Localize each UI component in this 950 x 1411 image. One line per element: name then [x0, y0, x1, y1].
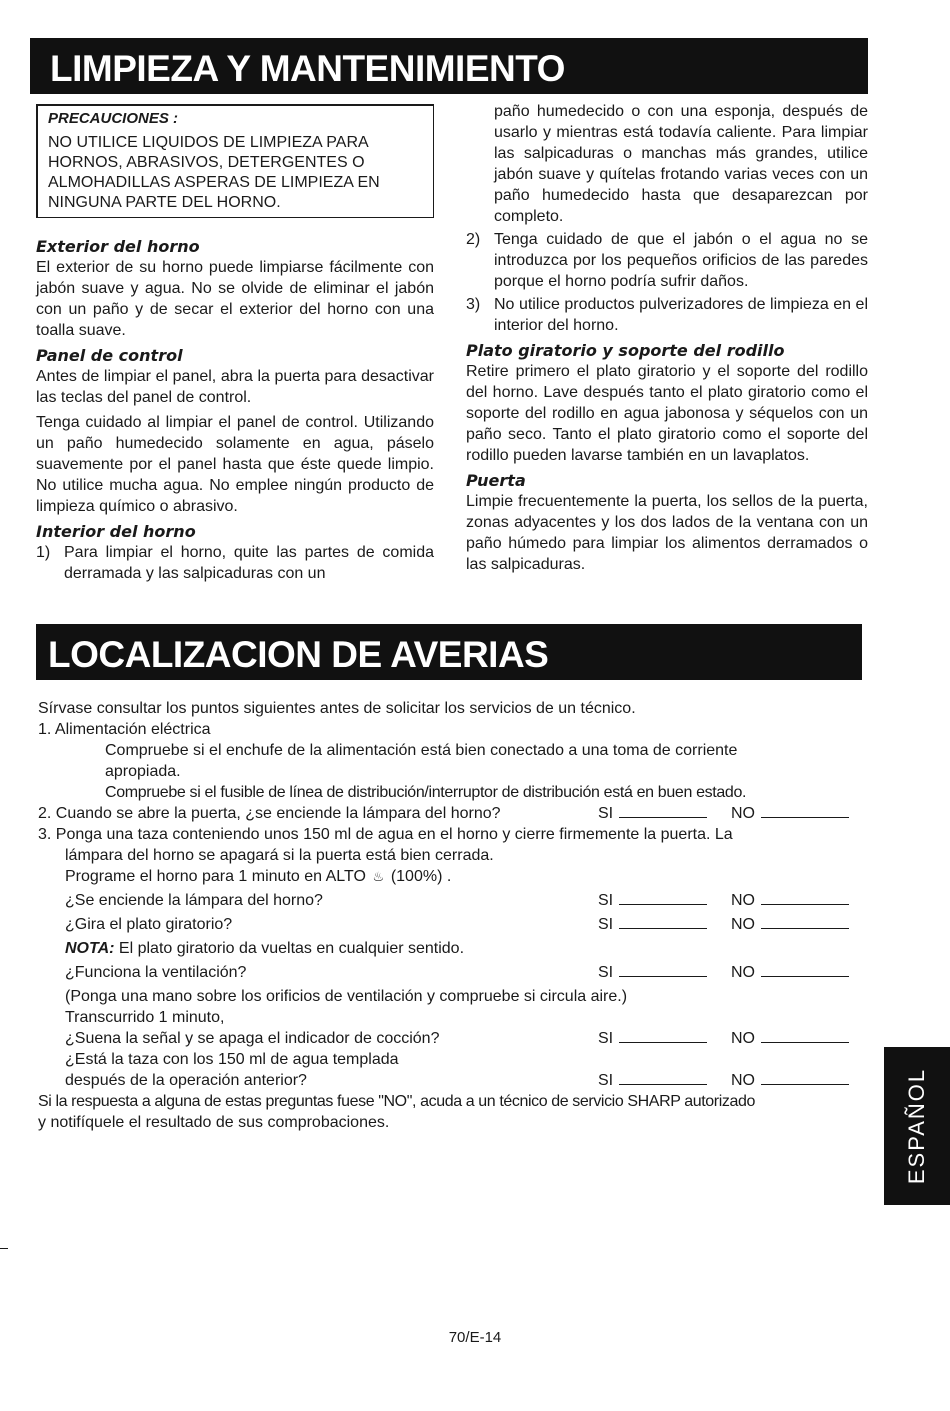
question-text: ¿Suena la señal y se apaga el indicador de cocción? [65, 1030, 440, 1047]
si-blank [619, 964, 707, 977]
panel-text-1: Antes de limpiar el panel, abra la puerta para desactivar las teclas del panel de control. [36, 368, 434, 406]
question-text: ¿Gira el plato giratorio? [65, 916, 233, 933]
list-text: paño humedecido o con una esponja, después de usarlo y mientras está todavía caliente. Para limpiar las salpicaduras o manchas más grandes, utilice jabón suave y quítelas frotando varias veces con un paño humedecido hasta que desaparezcan por completo. [494, 103, 868, 225]
question-row [38, 962, 870, 983]
question-text: 2. Cuando se abre la puerta, ¿se enciende la lámpara del horno? [38, 805, 501, 822]
answer-no [731, 1028, 849, 1049]
answer-si [598, 1028, 707, 1049]
panel-heading: Panel de control [36, 346, 183, 365]
precautions-text: NO UTILICE LIQUIDOS DE LIMPIEZA PARA HORNOS, ABRASIVOS, DETERGENTES O ALMOHADILLAS ASPERAS DE LIMPIEZA EN NINGUNA PARTE DEL HORNO. [48, 134, 380, 211]
section-title-cleaning: LIMPIEZA Y MANTENIMIENTO [30, 38, 868, 94]
list-text: No utilice productos pulverizadores de limpieza en el interior del horno. [494, 296, 868, 334]
program-text-end: (100%) . [390, 868, 452, 885]
note-label: NOTA: [65, 940, 115, 957]
question-row [38, 1028, 870, 1049]
microwave-high-power-icon: ♨ [372, 869, 385, 884]
answer-si [598, 890, 707, 911]
question-text: después de la operación anterior? [65, 1072, 307, 1089]
no-blank [761, 805, 849, 818]
list-text: Para limpiar el horno, quite las partes de comida derramada y las salpicaduras con un [64, 544, 434, 582]
answer-no [731, 1070, 849, 1091]
no-blank [761, 1072, 849, 1085]
program-text: Programe el horno para 1 minuto en ALTO [65, 868, 366, 885]
no-blank [761, 892, 849, 905]
left-column [36, 104, 434, 586]
no-label: NO [731, 1072, 755, 1089]
answer-no [731, 962, 849, 983]
si-blank [619, 1072, 707, 1085]
no-label: NO [731, 1030, 755, 1047]
answer-no [731, 914, 849, 935]
closing-text: Si la respuesta a alguna de estas preguntas fuese "NO", acuda a un técnico de servicio SHARP autorizado [38, 1093, 755, 1110]
list-item [466, 101, 868, 227]
si-label: SI [598, 1030, 614, 1047]
item-power-label: 1. Alimentación eléctrica [38, 721, 211, 738]
list-number [466, 101, 494, 227]
answer-si [598, 1070, 707, 1091]
right-column [466, 101, 868, 579]
note-text: El plato giratorio da vueltas en cualquier sentido. [118, 940, 465, 957]
no-label: NO [731, 916, 755, 933]
no-label: NO [731, 892, 755, 909]
check-fuse-text: Compruebe si el fusible de línea de distribución/interruptor de distribución está en buen estado. [105, 784, 747, 801]
no-blank [761, 964, 849, 977]
turntable-heading: Plato giratorio y soporte del rodillo [466, 341, 785, 360]
answer-si [598, 914, 707, 935]
si-blank [619, 1030, 707, 1043]
note-row [38, 938, 870, 959]
item3-line2: lámpara del horno se apagará si la puerta está bien cerrada. [65, 847, 494, 864]
si-blank [619, 916, 707, 929]
vent-note: (Ponga una mano sobre los orificios de ventilación y compruebe si circula aire.) [65, 988, 628, 1005]
question-row [38, 1070, 870, 1091]
si-blank [619, 892, 707, 905]
item3-line1: 3. Ponga una taza conteniendo unos 150 ml de agua en el horno y cierre firmemente la puerta. La [38, 826, 733, 843]
si-label: SI [598, 964, 614, 981]
no-label: NO [731, 805, 755, 822]
answer-si [598, 962, 707, 983]
precautions-box [36, 104, 434, 218]
list-item [466, 229, 868, 292]
intro-text: Sírvase consultar los puntos siguientes antes de solicitar los servicios de un técnico. [38, 700, 636, 717]
page-number: 70/E-14 [448, 1329, 502, 1346]
no-blank [761, 1030, 849, 1043]
list-item [36, 542, 434, 584]
question-text: ¿Se enciende la lámpara del horno? [65, 892, 323, 909]
turntable-text: Retire primero el plato giratorio y el soporte del rodillo del horno. Lave después tanto el plato giratorio como el soporte del rodillo en agua jabonosa y séquelos con un paño seco. Tanto el plato giratorio como el soporte del rodillo pueden lavarse también en un lavaplatos. [466, 363, 868, 464]
list-number: 1) [36, 544, 51, 561]
si-label: SI [598, 892, 614, 909]
exterior-text: El exterior de su horno puede limpiarse fácilmente con jabón suave y agua. No se olvide de eliminar el jabón con un paño y de secar el exterior del horno con una toalla suave. [36, 259, 434, 339]
check-plug-text-cont: apropiada. [105, 763, 181, 780]
question-row [38, 914, 870, 935]
item3-line3 [38, 866, 870, 887]
list-item [466, 294, 868, 336]
question-text-line1: ¿Está la taza con los 150 ml de agua templada [65, 1051, 399, 1068]
answer-no [731, 803, 849, 824]
answer-si [598, 803, 707, 824]
interior-heading: Interior del horno [36, 522, 196, 541]
door-text: Limpie frecuentemente la puerta, los sellos de la puerta, zonas adyacentes y los dos lados de la ventana con un paño húmedo para limpiar los alimentos derramados o las salpicaduras. [466, 493, 868, 573]
closing-text-cont: y notifíquele el resultado de sus comprobaciones. [38, 1114, 390, 1131]
after-minute-text: Transcurrido 1 minuto, [65, 1009, 225, 1026]
language-tab-label: ESPAÑOL [904, 1067, 929, 1185]
question-row [38, 890, 870, 911]
list-number: 3) [466, 296, 481, 313]
list-text: Tenga cuidado de que el jabón o el agua no se introduzca por los pequeños orificios de las paredes porque el horno podría sufrir daños. [494, 231, 868, 290]
exterior-heading: Exterior del horno [36, 237, 200, 256]
troubleshooting-section [38, 698, 870, 1133]
language-tab [884, 1047, 950, 1205]
si-label: SI [598, 1072, 614, 1089]
check-plug-text: Compruebe si el enchufe de la alimentación está bien conectado a una toma de corriente [105, 742, 738, 759]
no-label: NO [731, 964, 755, 981]
panel-text-2: Tenga cuidado al limpiar el panel de control. Utilizando un paño humedecido solamente en agua, páselo suavemente por el panel hasta que éste quede limpio. No utilice mucha agua. No emplee ningún producto de limpieza químico o abrasivo. [36, 414, 434, 515]
section-title-troubleshooting: LOCALIZACION DE AVERIAS [36, 624, 862, 680]
precautions-heading: PRECAUCIONES : [48, 110, 179, 127]
question-text: ¿Funciona la ventilación? [65, 964, 247, 981]
answer-no [731, 890, 849, 911]
door-heading: Puerta [466, 471, 526, 490]
si-label: SI [598, 916, 614, 933]
si-blank [619, 805, 707, 818]
si-label: SI [598, 805, 614, 822]
question-row [38, 803, 870, 824]
no-blank [761, 916, 849, 929]
list-number: 2) [466, 231, 481, 248]
margin-mark [0, 1248, 8, 1249]
